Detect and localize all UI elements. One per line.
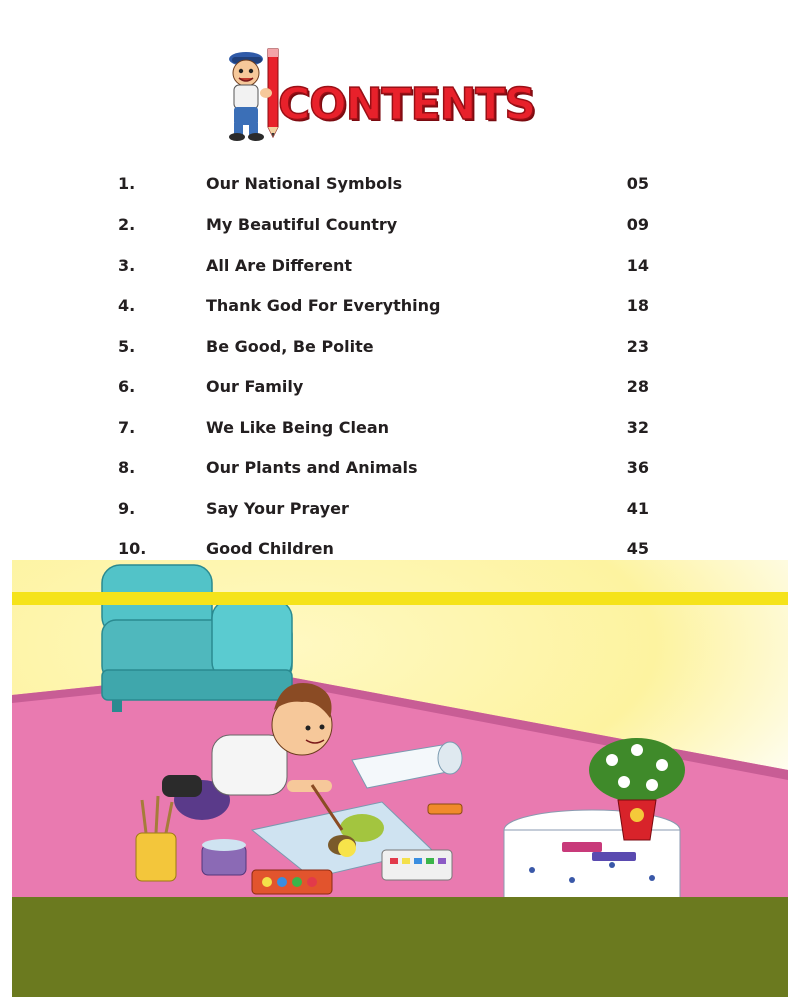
toc-page-number: 45 (626, 539, 649, 558)
toc-page-number: 41 (626, 499, 649, 518)
toc-page-number: 09 (626, 215, 649, 234)
toc-number: 5. (118, 337, 136, 356)
toc-page-number: 18 (626, 296, 649, 315)
toc-row[interactable] (0, 296, 799, 328)
table-icon (504, 810, 680, 898)
toc-page-number: 28 (626, 377, 649, 396)
toc-page-number: 05 (626, 174, 649, 193)
toc-number: 2. (118, 215, 136, 234)
toc-number: 3. (118, 256, 136, 275)
water-cup-icon (202, 839, 246, 875)
toc-chapter-title: Be Good, Be Polite (206, 337, 374, 356)
toc-chapter-title: Our Family (206, 377, 304, 396)
yellow-band (12, 592, 788, 605)
toc-number: 1. (118, 174, 136, 193)
toc-chapter-title: Our National Symbols (206, 174, 403, 193)
toc-number: 6. (118, 377, 136, 396)
paint-tube-icon (428, 804, 462, 814)
room-illustration (12, 560, 788, 898)
toc-row[interactable] (0, 377, 799, 409)
toc-number: 7. (118, 418, 136, 437)
toc-number: 4. (118, 296, 136, 315)
toc-row[interactable] (0, 337, 799, 369)
toc-page-number: 14 (626, 256, 649, 275)
toc-row[interactable] (0, 215, 799, 247)
footer-band (12, 897, 788, 997)
toc-number: 10. (118, 539, 147, 558)
toc-chapter-title: Our Plants and Animals (206, 458, 418, 477)
toc-chapter-title: All Are Different (206, 256, 352, 275)
toc-row[interactable] (0, 174, 799, 206)
page-title: CONTENTS (278, 79, 536, 130)
toc-page-number: 32 (626, 418, 649, 437)
brush-jar-icon (136, 796, 176, 881)
toc-chapter-title: My Beautiful Country (206, 215, 398, 234)
toc-page-number: 36 (626, 458, 649, 477)
toc-chapter-title: We Like Being Clean (206, 418, 390, 437)
toc-page-number: 23 (626, 337, 649, 356)
toc-row[interactable] (0, 418, 799, 450)
toc-chapter-title: Say Your Prayer (206, 499, 349, 518)
contents-header (220, 45, 540, 145)
toc-number: 9. (118, 499, 136, 518)
toc-row[interactable] (0, 499, 799, 531)
toc-chapter-title: Good Children (206, 539, 334, 558)
toc-row[interactable] (0, 256, 799, 288)
toc-number: 8. (118, 458, 136, 477)
toc-row[interactable] (0, 458, 799, 490)
toc-chapter-title: Thank God For Everything (206, 296, 441, 315)
